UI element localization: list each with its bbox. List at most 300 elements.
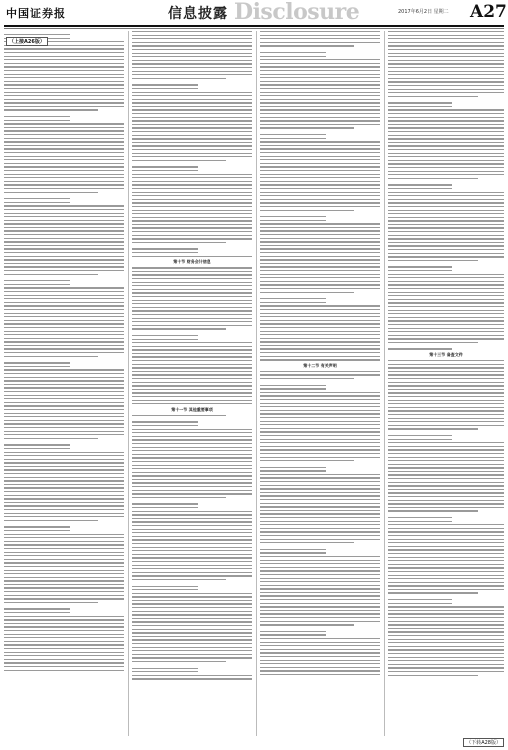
text-line — [4, 641, 124, 642]
text-line — [388, 474, 504, 475]
text-line — [388, 539, 504, 540]
text-line — [388, 106, 452, 107]
text-line — [260, 163, 380, 164]
text-line — [132, 639, 252, 640]
text-line — [388, 295, 504, 296]
text-line — [388, 260, 478, 261]
text-line — [4, 213, 124, 214]
text-line — [388, 310, 504, 311]
text-line — [388, 421, 504, 422]
text-line — [4, 356, 98, 357]
text-line — [4, 513, 124, 514]
text-line — [260, 481, 380, 482]
text-line — [4, 380, 124, 381]
text-line — [4, 384, 124, 385]
text-line — [388, 171, 504, 172]
text-line — [4, 637, 124, 638]
text-column-1 — [4, 31, 124, 736]
text-line — [132, 202, 252, 203]
text-line — [132, 342, 252, 343]
text-line — [132, 561, 252, 562]
text-line — [4, 587, 124, 588]
text-line — [260, 574, 380, 575]
text-line — [4, 309, 124, 310]
text-line — [388, 610, 504, 611]
text-line — [388, 482, 504, 483]
text-line — [260, 642, 380, 643]
text-line — [132, 335, 198, 336]
text-line — [4, 484, 124, 485]
text-line — [132, 235, 252, 236]
text-line — [260, 610, 380, 611]
text-line — [4, 202, 70, 203]
text-line — [388, 113, 504, 114]
text-line — [388, 127, 504, 128]
text-line — [4, 477, 124, 478]
text-line — [4, 198, 70, 199]
text-line — [132, 192, 252, 193]
text-line — [132, 454, 252, 455]
text-line — [4, 409, 124, 410]
text-line — [388, 542, 504, 543]
text-line — [260, 92, 380, 93]
text-line — [4, 352, 124, 353]
text-line — [4, 534, 124, 535]
text-line — [260, 474, 380, 475]
text-line — [388, 138, 504, 139]
text-line — [388, 245, 504, 246]
text-line — [132, 131, 252, 132]
text-line — [388, 274, 504, 275]
text-line — [260, 403, 380, 404]
text-line — [260, 435, 380, 436]
text-line — [260, 649, 380, 650]
text-line — [4, 562, 124, 563]
text-line — [4, 88, 124, 89]
text-line — [4, 577, 124, 578]
text-line — [132, 289, 252, 290]
text-line — [132, 378, 252, 379]
text-line — [132, 671, 198, 672]
text-line — [132, 479, 252, 480]
text-line — [132, 60, 252, 61]
text-line — [260, 388, 326, 389]
text-line — [132, 145, 252, 146]
text-line — [260, 621, 380, 622]
text-line — [260, 406, 380, 407]
text-line — [260, 560, 380, 561]
text-line — [388, 178, 478, 179]
text-line — [260, 638, 380, 639]
text-line — [4, 570, 124, 571]
text-line — [132, 256, 252, 257]
text-line — [388, 524, 504, 525]
text-line — [132, 475, 252, 476]
newspaper-logo: 中国证券报 — [6, 7, 66, 20]
text-line — [388, 400, 504, 401]
text-line — [4, 331, 124, 332]
text-line — [260, 378, 354, 379]
text-line — [132, 282, 252, 283]
text-line — [260, 88, 380, 89]
text-line — [260, 302, 326, 303]
text-line — [260, 159, 380, 160]
text-line — [4, 256, 124, 257]
text-line — [4, 395, 124, 396]
text-line — [260, 567, 380, 568]
text-line — [132, 174, 252, 175]
text-line — [4, 145, 124, 146]
text-line — [260, 613, 380, 614]
text-line — [132, 35, 252, 36]
text-line — [388, 439, 452, 440]
text-line — [132, 382, 252, 383]
text-line — [388, 467, 504, 468]
masthead — [0, 0, 508, 28]
text-line — [260, 578, 380, 579]
text-line — [260, 77, 380, 78]
text-line — [4, 34, 70, 35]
text-line — [4, 341, 124, 342]
text-line — [4, 123, 124, 124]
text-line — [4, 616, 124, 617]
text-line — [260, 334, 380, 335]
text-line — [388, 599, 452, 600]
text-line — [4, 234, 124, 235]
text-line — [132, 274, 252, 275]
text-line — [132, 349, 252, 350]
text-line — [260, 670, 380, 671]
text-line — [388, 217, 504, 218]
text-line — [132, 657, 252, 658]
text-line — [260, 42, 380, 43]
text-line — [388, 156, 504, 157]
text-line — [260, 177, 380, 178]
text-line — [4, 573, 124, 574]
continued-from-label: （上接A26版） — [6, 37, 48, 46]
text-line — [260, 595, 380, 596]
text-line — [388, 192, 504, 193]
text-line — [388, 503, 504, 504]
text-line — [388, 313, 504, 314]
text-line — [388, 63, 504, 64]
text-line — [260, 305, 380, 306]
text-line — [132, 678, 252, 679]
text-line — [260, 292, 354, 293]
text-line — [388, 660, 504, 661]
text-line — [260, 503, 380, 504]
text-line — [260, 323, 380, 324]
text-line — [388, 471, 504, 472]
text-line — [132, 356, 252, 357]
text-line — [388, 410, 504, 411]
text-line — [388, 521, 452, 522]
text-line — [132, 45, 252, 46]
text-line — [4, 655, 124, 656]
text-line — [260, 141, 380, 142]
text-line — [132, 403, 252, 404]
text-line — [260, 585, 380, 586]
text-line — [4, 102, 124, 103]
text-line — [4, 626, 124, 627]
text-line — [260, 152, 380, 153]
text-line — [4, 280, 70, 281]
text-line — [260, 431, 380, 432]
text-line — [388, 342, 478, 343]
text-line — [132, 364, 252, 365]
text-line — [388, 578, 504, 579]
text-line — [132, 31, 252, 32]
text-line — [132, 389, 252, 390]
text-line — [388, 163, 504, 164]
text-line — [260, 220, 326, 221]
text-line — [132, 668, 198, 669]
text-line — [4, 230, 124, 231]
text-line — [4, 598, 124, 599]
text-line — [132, 525, 252, 526]
text-line — [260, 188, 380, 189]
text-line — [4, 56, 124, 57]
text-line — [260, 127, 354, 128]
text-line — [4, 148, 124, 149]
text-line — [260, 352, 380, 353]
text-line — [388, 238, 504, 239]
text-line — [260, 535, 380, 536]
text-line — [260, 492, 380, 493]
text-line — [4, 166, 124, 167]
text-line — [388, 485, 504, 486]
text-line — [4, 498, 124, 499]
text-line — [260, 521, 380, 522]
text-line — [388, 78, 504, 79]
text-line — [4, 245, 124, 246]
text-line — [132, 307, 252, 308]
text-line — [132, 586, 198, 587]
text-line — [132, 647, 252, 648]
text-line — [4, 413, 124, 414]
text-line — [388, 582, 504, 583]
text-line — [4, 666, 124, 667]
text-line — [4, 291, 124, 292]
text-line — [388, 324, 504, 325]
text-line — [132, 439, 252, 440]
text-line — [4, 405, 124, 406]
text-line — [388, 535, 504, 536]
text-line — [388, 510, 478, 511]
text-line — [388, 213, 504, 214]
text-line — [388, 302, 504, 303]
text-line — [260, 477, 380, 478]
text-line — [260, 446, 380, 447]
text-line — [260, 148, 380, 149]
text-line — [4, 84, 124, 85]
text-line — [388, 517, 452, 518]
text-line — [4, 552, 124, 553]
text-line — [132, 292, 252, 293]
text-line — [4, 391, 124, 392]
section-heading: 第十一节 其他重要事项 — [171, 406, 213, 412]
text-line — [4, 466, 124, 467]
text-line — [132, 42, 252, 43]
text-line — [388, 281, 504, 282]
text-line — [388, 664, 504, 665]
text-line — [132, 92, 252, 93]
column-divider — [384, 31, 385, 736]
text-line — [132, 248, 198, 249]
text-line — [388, 667, 504, 668]
text-line — [132, 142, 252, 143]
text-line — [4, 305, 124, 306]
text-line — [260, 499, 380, 500]
section-heading: 第十三节 备查文件 — [429, 352, 463, 358]
text-line — [260, 660, 380, 661]
text-line — [4, 670, 124, 671]
text-line — [4, 431, 124, 432]
text-line — [260, 210, 354, 211]
text-line — [4, 630, 124, 631]
text-line — [4, 420, 124, 421]
issue-date: 2017年6月2日 星期二 — [398, 9, 449, 15]
text-line — [132, 618, 252, 619]
text-line — [4, 252, 124, 253]
text-line — [260, 156, 380, 157]
text-line — [132, 224, 252, 225]
text-line — [388, 256, 504, 257]
text-line — [132, 385, 252, 386]
text-line — [388, 528, 504, 529]
text-line — [4, 223, 124, 224]
text-line — [388, 546, 504, 547]
text-line — [260, 542, 354, 543]
text-line — [132, 572, 252, 573]
section-heading: 第十节 财务会计信息 — [173, 259, 211, 265]
text-line — [4, 452, 124, 453]
text-line — [260, 223, 380, 224]
text-line — [388, 613, 504, 614]
text-line — [132, 267, 252, 268]
text-line — [132, 529, 252, 530]
text-line — [260, 453, 380, 454]
text-line — [388, 500, 504, 501]
text-line — [388, 531, 504, 532]
text-line — [260, 120, 380, 121]
text-line — [260, 124, 380, 125]
text-line — [4, 520, 98, 521]
text-line — [388, 657, 504, 658]
text-line — [260, 327, 380, 328]
masthead-rule — [4, 25, 504, 27]
text-line — [4, 366, 70, 367]
text-line — [260, 421, 380, 422]
text-line — [4, 462, 124, 463]
text-line — [132, 160, 226, 161]
text-line — [4, 66, 124, 67]
text-line — [132, 325, 252, 326]
text-line — [132, 511, 252, 512]
text-line — [4, 70, 124, 71]
text-line — [4, 334, 124, 335]
text-line — [260, 488, 380, 489]
text-line — [388, 603, 452, 604]
text-line — [132, 127, 252, 128]
text-line — [132, 593, 252, 594]
text-line — [4, 109, 98, 110]
text-line — [260, 184, 380, 185]
text-line — [388, 367, 504, 368]
text-line — [4, 502, 124, 503]
text-line — [260, 277, 380, 278]
text-line — [132, 392, 252, 393]
text-line — [260, 348, 380, 349]
text-line — [388, 585, 504, 586]
text-line — [132, 117, 252, 118]
text-line — [260, 241, 380, 242]
text-line — [260, 170, 380, 171]
text-line — [388, 270, 452, 271]
text-line — [132, 603, 252, 604]
text-line — [132, 238, 252, 239]
text-line — [4, 152, 124, 153]
text-line — [132, 210, 252, 211]
text-line — [4, 92, 124, 93]
text-line — [132, 436, 252, 437]
text-line — [4, 652, 124, 653]
text-line — [260, 410, 380, 411]
text-line — [388, 592, 478, 593]
text-line — [4, 423, 124, 424]
text-line — [260, 563, 380, 564]
text-line — [260, 513, 380, 514]
text-line — [4, 209, 124, 210]
text-line — [388, 364, 504, 365]
text-line — [132, 579, 226, 580]
text-line — [4, 487, 124, 488]
text-line — [260, 374, 380, 375]
text-line — [132, 120, 252, 121]
text-line — [4, 248, 124, 249]
text-line — [260, 385, 326, 386]
text-line — [260, 588, 380, 589]
text-line — [388, 360, 504, 361]
text-line — [4, 138, 124, 139]
text-line — [4, 192, 98, 193]
text-line — [4, 612, 70, 613]
text-line — [388, 277, 504, 278]
text-line — [132, 149, 252, 150]
text-line — [132, 396, 252, 397]
text-line — [388, 449, 504, 450]
text-line — [260, 460, 354, 461]
text-line — [4, 159, 124, 160]
text-line — [260, 195, 380, 196]
text-line — [132, 49, 252, 50]
text-line — [260, 95, 380, 96]
text-line — [260, 413, 380, 414]
text-line — [4, 338, 124, 339]
text-line — [388, 460, 504, 461]
text-line — [4, 559, 124, 560]
text-line — [132, 353, 252, 354]
text-line — [4, 537, 124, 538]
text-line — [4, 130, 124, 131]
text-line — [388, 571, 504, 572]
text-line — [132, 596, 252, 597]
text-line — [260, 470, 326, 471]
text-line — [4, 174, 124, 175]
text-line — [388, 299, 504, 300]
text-line — [132, 675, 252, 676]
text-line — [260, 449, 380, 450]
